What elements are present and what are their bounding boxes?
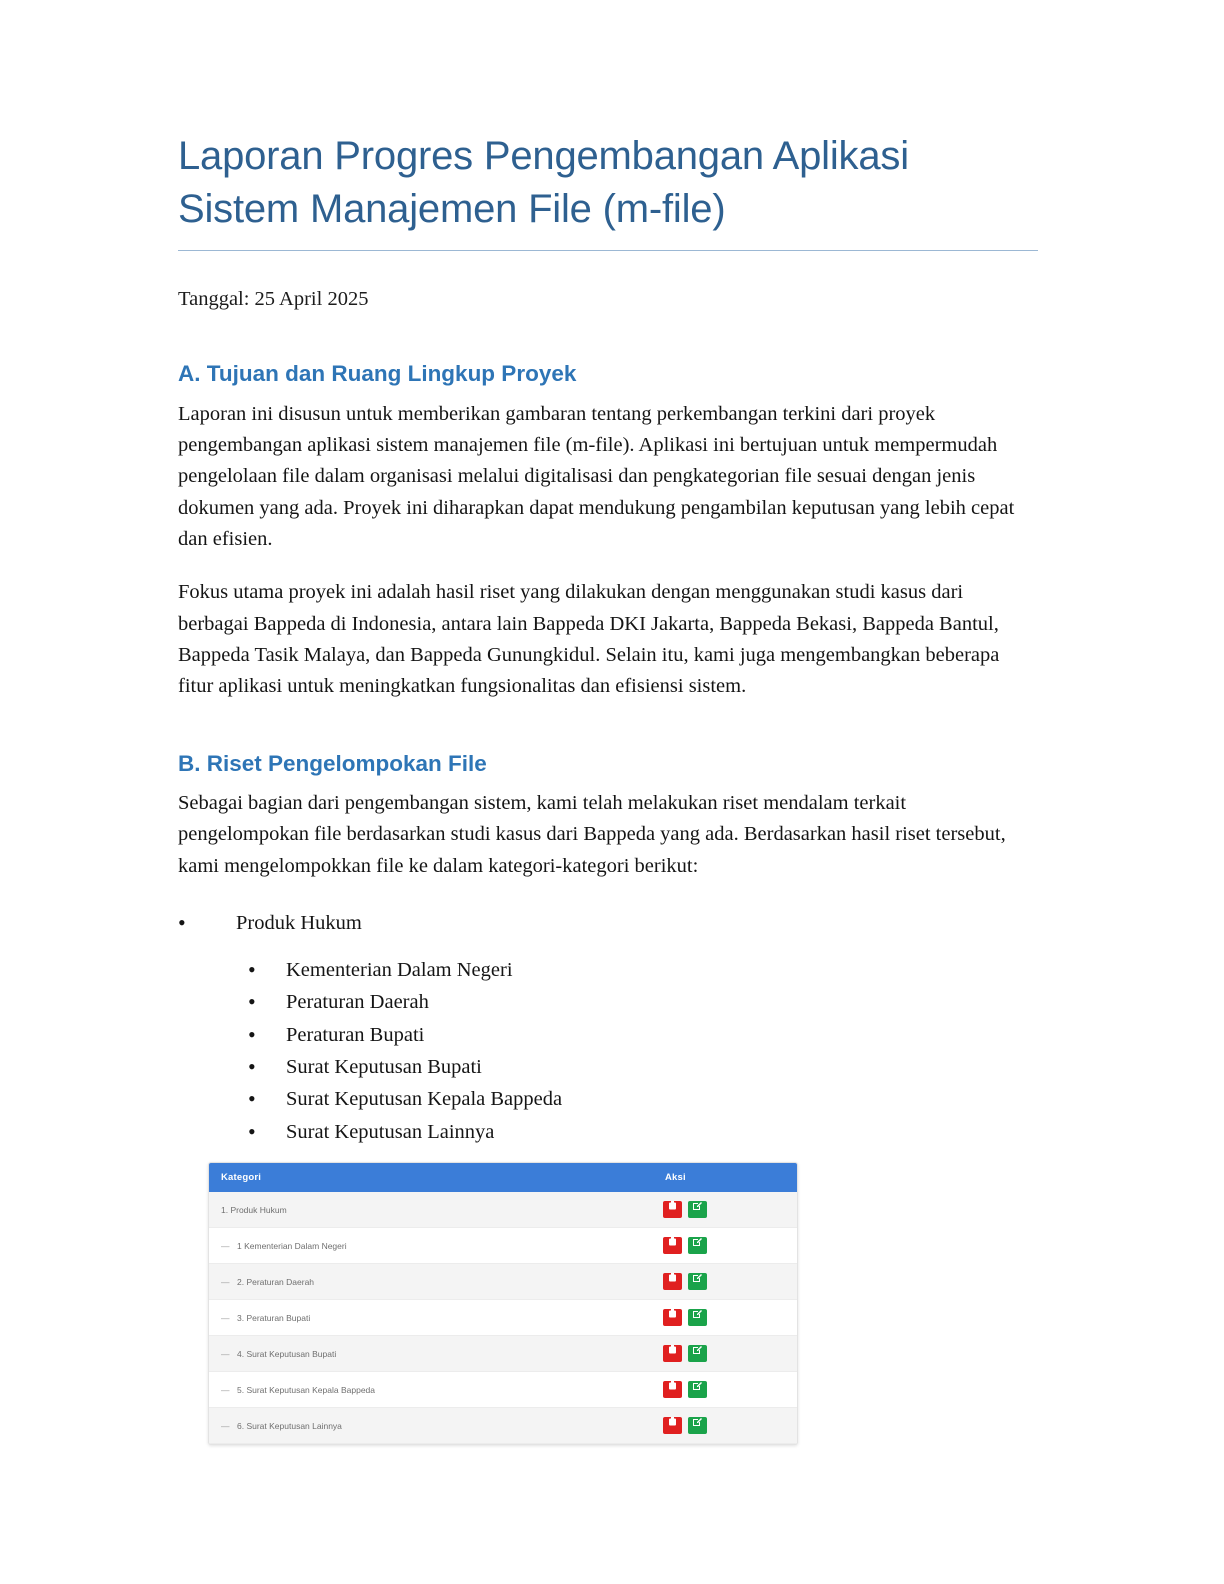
- list-item: • Surat Keputusan Lainnya: [248, 1117, 1038, 1148]
- cell-aksi: [651, 1264, 797, 1300]
- table-row: [209, 1192, 797, 1228]
- cell-kategori: [209, 1192, 651, 1228]
- delete-icon[interactable]: [663, 1309, 682, 1326]
- category-sublist: [248, 955, 1038, 1148]
- row-label: 1. Produk Hukum: [221, 1204, 287, 1215]
- cell-aksi: [651, 1300, 797, 1336]
- cell-kategori: [209, 1408, 651, 1444]
- edit-icon[interactable]: [688, 1309, 707, 1326]
- table-body: [209, 1192, 797, 1444]
- table-row: [209, 1408, 797, 1444]
- document-body: [178, 130, 1038, 1445]
- edit-icon[interactable]: [688, 1381, 707, 1398]
- table-row: [209, 1264, 797, 1300]
- cell-kategori: [209, 1228, 651, 1264]
- cell-kategori: [209, 1264, 651, 1300]
- delete-icon[interactable]: [663, 1273, 682, 1290]
- category-list: [178, 908, 1038, 939]
- column-header-aksi: Aksi: [651, 1163, 797, 1192]
- kategori-table-screenshot: [208, 1162, 798, 1445]
- edit-icon[interactable]: [688, 1273, 707, 1290]
- table-row: [209, 1336, 797, 1372]
- delete-icon[interactable]: [663, 1345, 682, 1362]
- indent-dash-icon: —: [221, 1348, 230, 1359]
- cell-aksi: [651, 1408, 797, 1444]
- cell-aksi: [651, 1192, 797, 1228]
- document-date: Tanggal: 25 April 2025: [178, 287, 369, 310]
- page-title: Laporan Progres Pengembangan Aplikasi Sistem Manajemen File (m-file): [178, 130, 1038, 251]
- delete-icon[interactable]: [663, 1237, 682, 1254]
- indent-dash-icon: —: [221, 1240, 230, 1251]
- indent-dash-icon: —: [221, 1276, 230, 1287]
- list-item: • Surat Keputusan Kepala Bappeda: [248, 1084, 1038, 1115]
- list-item: • Produk Hukum: [178, 908, 1038, 939]
- edit-icon[interactable]: [688, 1201, 707, 1218]
- delete-icon[interactable]: [663, 1381, 682, 1398]
- row-label: 4. Surat Keputusan Bupati: [237, 1348, 337, 1359]
- section-heading-a: A. Tujuan dan Ruang Lingkup Proyek: [178, 361, 577, 387]
- list-item: • Peraturan Daerah: [248, 987, 1038, 1018]
- delete-icon[interactable]: [663, 1417, 682, 1434]
- table-header-row: [209, 1163, 797, 1192]
- row-label: 3. Peraturan Bupati: [237, 1312, 311, 1323]
- delete-icon[interactable]: [663, 1201, 682, 1218]
- row-label: 6. Surat Keputusan Lainnya: [237, 1420, 342, 1431]
- section-a-paragraph-1: Laporan ini disusun untuk memberikan gambaran tentang perkembangan terkini dari proyek pengembangan aplikasi sistem manajemen file (m-file). Aplikasi ini bertujuan untuk mempermudah pengelolaan file dalam organisasi melalui digitalisasi dan pengkategorian file sesuai dengan jenis dokumen yang ada. Proyek ini diharapkan dapat mendukung pengambilan keputusan yang lebih cepat dan efisien.: [178, 402, 1015, 550]
- indent-dash-icon: —: [221, 1384, 230, 1395]
- edit-icon[interactable]: [688, 1417, 707, 1434]
- cell-aksi: [651, 1228, 797, 1264]
- indent-dash-icon: —: [221, 1312, 230, 1323]
- cell-aksi: [651, 1372, 797, 1408]
- edit-icon[interactable]: [688, 1237, 707, 1254]
- cell-kategori: [209, 1372, 651, 1408]
- edit-icon[interactable]: [688, 1345, 707, 1362]
- section-a-paragraph-2: Fokus utama proyek ini adalah hasil riset yang dilakukan dengan menggunakan studi kasus dari berbagai Bappeda di Indonesia, antara lain Bappeda DKI Jakarta, Bappeda Bekasi, Bappeda Bantul, Bappeda Tasik Malaya, dan Bappeda Gunungkidul. Selain itu, kami juga mengembangkan beberapa fitur aplikasi untuk meningkatkan fungsionalitas dan efisiensi sistem.: [178, 581, 1000, 698]
- row-label: 5. Surat Keputusan Kepala Bappeda: [237, 1384, 375, 1395]
- list-item: • Peraturan Bupati: [248, 1020, 1038, 1051]
- column-header-kategori: Kategori: [209, 1163, 651, 1192]
- table-row: [209, 1228, 797, 1264]
- cell-aksi: [651, 1336, 797, 1372]
- table-header: [209, 1163, 797, 1192]
- cell-kategori: [209, 1336, 651, 1372]
- kategori-table: [209, 1163, 797, 1444]
- cell-kategori: [209, 1300, 651, 1336]
- section-heading-b: B. Riset Pengelompokan File: [178, 750, 487, 776]
- list-item: • Kementerian Dalam Negeri: [248, 955, 1038, 986]
- row-label: 1 Kementerian Dalam Negeri: [237, 1240, 347, 1251]
- indent-dash-icon: —: [221, 1420, 230, 1431]
- table-row: [209, 1372, 797, 1408]
- section-b-paragraph-1: Sebagai bagian dari pengembangan sistem, kami telah melakukan riset mendalam terkait pengelompokan file berdasarkan studi kasus dari Bappeda yang ada. Berdasarkan hasil riset tersebut, kami mengelompokkan file ke dalam kategori-kategori berikut:: [178, 792, 1006, 877]
- list-item: • Surat Keputusan Bupati: [248, 1052, 1038, 1083]
- table-row: [209, 1300, 797, 1336]
- row-label: 2. Peraturan Daerah: [237, 1276, 315, 1287]
